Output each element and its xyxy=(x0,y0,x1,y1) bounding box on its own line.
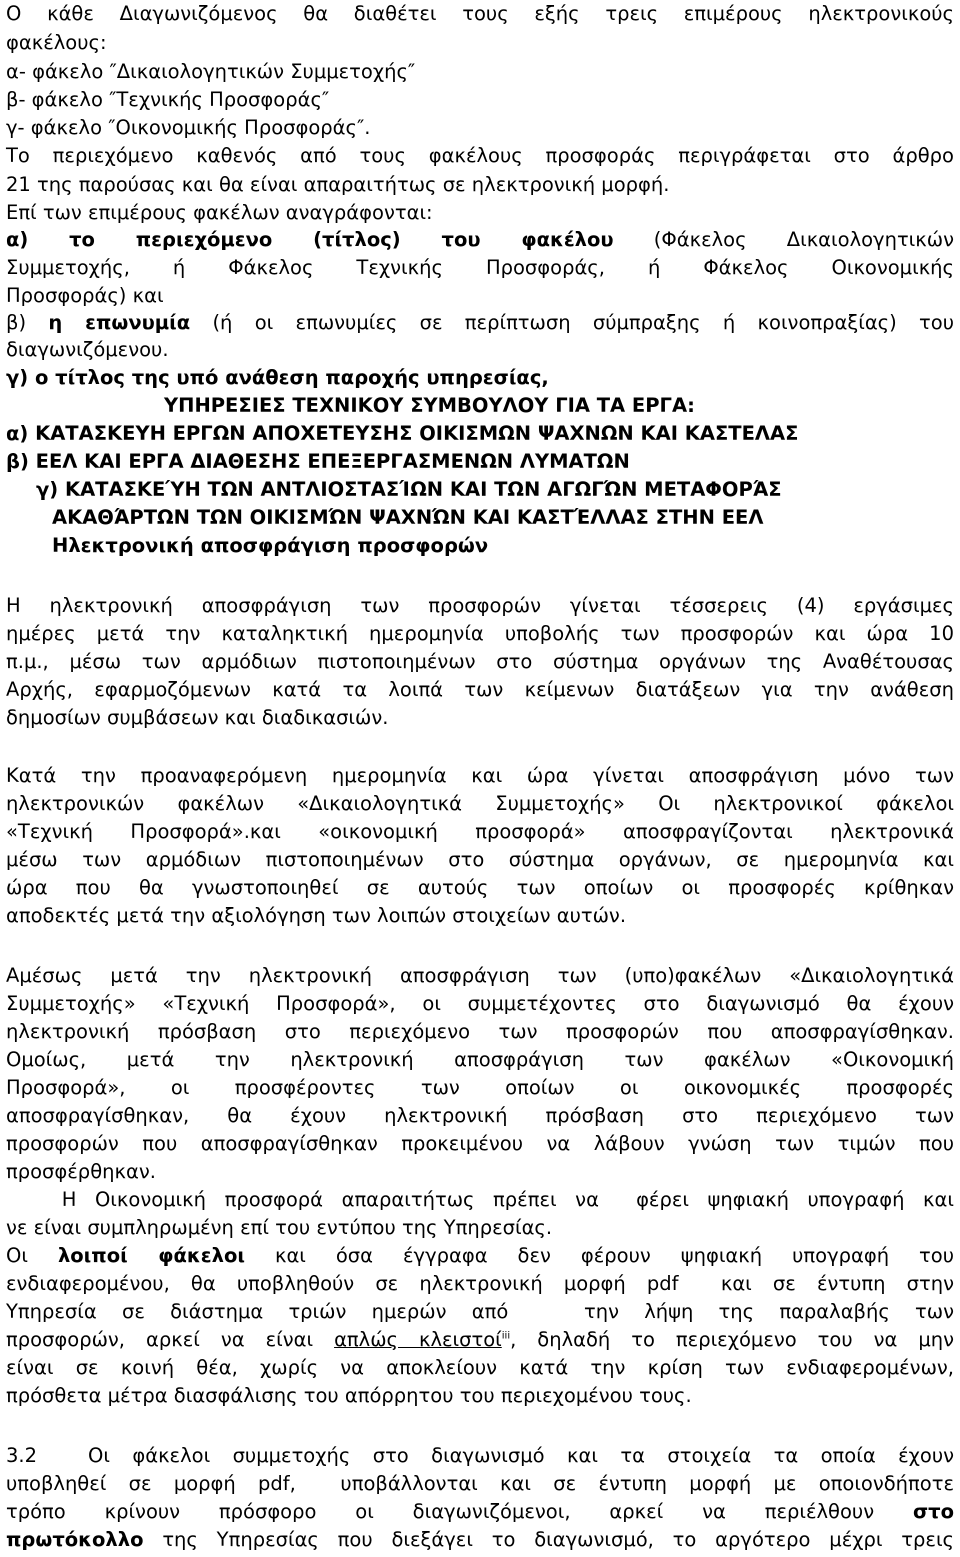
list-item: β) ΕΕΛ ΚΑΙ ΕΡΓΑ ΔΙΑΘΕΣΗΣ ΕΠΕΞΕΡΓΑΣΜΕΝΩΝ ΛΥΜΑΤΩΝ xyxy=(6,450,630,473)
text-line: Ομοίως, μετά την ηλεκτρονική αποσφράγιση των φακέλων «Οικονομική xyxy=(6,1048,954,1071)
text-line: Αρχής, εφαρμοζόμενων κατά τα λοιπά των κείμενων διατάξεων για την ανάθεση xyxy=(6,678,954,701)
text-line: αποσφραγίσθηκαν, θα έχουν ηλεκτρονική πρόσβαση στο περιεχόμενο των xyxy=(6,1104,954,1127)
text-line: φακέλους: xyxy=(6,31,107,54)
section-number: 3.2 xyxy=(6,1444,38,1467)
text-line: Επί των επιμέρους φακέλων αναγράφονται: xyxy=(6,201,433,224)
bold-text: η επωνυμία xyxy=(48,311,191,334)
text-span: , δηλαδή το περιεχόμενο του να μην xyxy=(510,1328,955,1351)
text-line: υποβληθεί σε μορφή pdf, υποβάλλονται και σε έντυπη μορφή με οποιονδήποτε xyxy=(6,1472,954,1495)
text-line: Προσφοράς) και xyxy=(6,284,164,307)
text-span: προσφορών, αρκεί να είναι xyxy=(6,1328,335,1351)
bold-text: στο xyxy=(912,1500,954,1523)
text-line: Η ηλεκτρονική αποσφράγιση των προσφορών γίνεται τέσσερεις (4) εργάσιμες xyxy=(6,594,954,617)
text-line: Αμέσως μετά την ηλεκτρονική αποσφράγιση των (υπο)φακέλων «Δικαιολογητικά xyxy=(6,964,954,987)
underlined-text: απλώς κλειστοί xyxy=(334,1328,502,1351)
footnote-ref[interactable]: iii xyxy=(501,1330,511,1342)
text-line xyxy=(6,1242,954,1270)
bold-text: πρωτόκολλο xyxy=(6,1528,144,1551)
list-item: β- φάκελο ″Τεχνικής Προσφοράς″ xyxy=(6,88,330,111)
text-line: ώρα που θα γνωστοποιηθεί σε αυτούς των οποίων οι προσφορές κρίθηκαν xyxy=(6,876,954,899)
list-item: γ- φάκελο ″Οικονομικής Προσφοράς″. xyxy=(6,116,371,139)
text-line xyxy=(6,1326,954,1354)
text-span: της Υπηρεσίας που διεξάγει το διαγωνισμό, το αργότερο μέχρι τρεις xyxy=(143,1528,954,1551)
bold-text: λοιποί φάκελοι xyxy=(57,1244,245,1267)
list-item: α) ΚΑΤΑΣΚΕΥΗ ΕΡΓΩΝ ΑΠΟΧΕΤΕΥΣΗΣ ΟΙΚΙΣΜΩΝ ΨΑΧΝΩΝ ΚΑΙ ΚΑΣΤΕΛΑΣ xyxy=(6,422,799,445)
text-line: πρόσθετα μέτρα διασφάλισης του απόρρητου του περιεχομένου τους. xyxy=(6,1384,692,1407)
text-line: π.μ., μέσω των αρμόδιων πιστοποιημένων στο σύστημα οργάνων της Αναθέτουσας xyxy=(6,650,954,673)
text-line: αποδεκτές μετά την αξιολόγηση των λοιπών στοιχείων αυτών. xyxy=(6,904,627,927)
text-line: είναι σε κοινή θέα, χωρίς να αποκλείουν κατά την κρίση των ενδιαφερομένων, xyxy=(6,1356,954,1379)
text-span: (Φάκελος Δικαιολογητικών xyxy=(613,228,954,251)
list-item: α- φάκελο ″Δικαιολογητικών Συμμετοχής″ xyxy=(6,60,416,83)
text-line: «Τεχνική Προσφορά».και «οικονομική προσφορά» αποσφραγίζονται ηλεκτρονικά xyxy=(6,820,954,843)
text-line: Συμμετοχής» «Τεχνική Προσφορά», οι συμμετέχοντες στο διαγωνισμό θα έχουν xyxy=(6,992,954,1015)
text-line: δημοσίων συμβάσεων και διαδικασιών. xyxy=(6,706,389,729)
text-line: ηλεκτρονική πρόσβαση στο περιεχόμενο των προσφορών που αποσφραγίσθηκαν. xyxy=(6,1020,954,1043)
text-line: Υπηρεσία σε διάστημα τριών ημερών από την λήψη της παραλαβής των xyxy=(6,1300,954,1323)
text-line: Συμμετοχής, ή Φάκελος Τεχνικής Προσφοράς, ή Φάκελος Οικονομικής xyxy=(6,256,954,279)
text-line: Η Οικονομική προσφορά απαραιτήτως πρέπει να φέρει ψηφιακή υπογραφή και xyxy=(6,1188,954,1211)
heading: ΥΠΗΡΕΣΙΕΣ ΤΕΧΝΙΚΟΥ ΣΥΜΒΟΥΛΟΥ ΓΙΑ ΤΑ ΕΡΓΑ: xyxy=(164,394,695,417)
text-line: 21 της παρούσας και θα είναι απαραιτήτως σε ηλεκτρονική μορφή. xyxy=(6,173,670,196)
text-line: μέσω των αρμόδιων πιστοποιημένων στο σύστημα οργάνων, σε ημερομηνία και xyxy=(6,848,954,871)
text-line: Το περιεχόμενο καθενός από τους φακέλους προσφοράς περιγράφεται στο άρθρο xyxy=(6,144,954,167)
text-span: Οι xyxy=(6,1244,58,1267)
text-span: τρόπο κρίνουν πρόσφορο οι διαγωνιζόμενοι, αρκεί να περιέλθουν xyxy=(6,1500,913,1523)
text-line: Προσφορά», οι προσφέροντες των οποίων οι οικονομικές προσφορές xyxy=(6,1076,954,1099)
text-span: (ή οι επωνυμίες σε περίπτωση σύμπραξης ή κοινοπραξίας) του xyxy=(190,311,954,334)
bold-text: α) το περιεχόμενο (τίτλος) του φακέλου xyxy=(6,228,614,251)
text-line: Κατά την προαναφερόμενη ημερομηνία και ώρα γίνεται αποσφράγιση μόνο των xyxy=(6,764,954,787)
text-line xyxy=(6,1498,954,1526)
text-span: β) xyxy=(6,311,49,334)
text-line xyxy=(6,226,954,254)
text-line xyxy=(6,1526,954,1554)
text-line: ημέρες μετά την καταληκτική ημερομηνία υποβολής των προσφορών και ώρα 10 xyxy=(6,622,954,645)
text-line: προσφορών που αποσφραγίσθηκαν προκειμένου να λάβουν γνώση των τιμών που xyxy=(6,1132,954,1155)
text-line: προσφέρθηκαν. xyxy=(6,1160,156,1183)
text-line: ενδιαφερομένου, θα υποβληθούν σε ηλεκτρονική μορφή pdf και σε έντυπη στην xyxy=(6,1272,954,1295)
text-line: γ) ο τίτλος της υπό ανάθεση παροχής υπηρεσίας, xyxy=(6,366,549,389)
text-line: διαγωνιζόμενου. xyxy=(6,338,169,361)
text-span: και όσα έγγραφα δεν φέρουν ψηφιακή υπογραφή του xyxy=(244,1244,954,1267)
text-line: ηλεκτρονικών φακέλων «Δικαιολογητικά Συμμετοχής» Οι ηλεκτρονικοί φάκελοι xyxy=(6,792,954,815)
text-line: Οι φάκελοι συμμετοχής στο διαγωνισμό και τα στοιχεία τα οποία έχουν xyxy=(88,1444,954,1467)
list-item: γ) ΚΑΤΑΣΚΕΎΗ ΤΩΝ ΑΝΤΛΙΟΣΤΑΣΊΩΝ ΚΑΙ ΤΩΝ ΑΓΩΓΏΝ ΜΕΤΑΦΟΡΆΣ xyxy=(36,478,782,501)
section-heading: Ηλεκτρονική αποσφράγιση προσφορών xyxy=(52,534,489,557)
text-line xyxy=(6,309,954,337)
text-line: Ο κάθε Διαγωνιζόμενος θα διαθέτει τους εξής τρεις επιμέρους ηλεκτρονικούς xyxy=(6,2,954,25)
list-item: ΑΚΑΘΆΡΤΩΝ ΤΩΝ ΟΙΚΙΣΜΏΝ ΨΑΧΝΏΝ ΚΑΙ ΚΑΣΤΈΛΛΑΣ ΣΤΗΝ ΕΕΛ xyxy=(52,506,764,529)
text-line: νε είναι συμπληρωμένη επί του εντύπου της Υπηρεσίας. xyxy=(6,1216,553,1239)
